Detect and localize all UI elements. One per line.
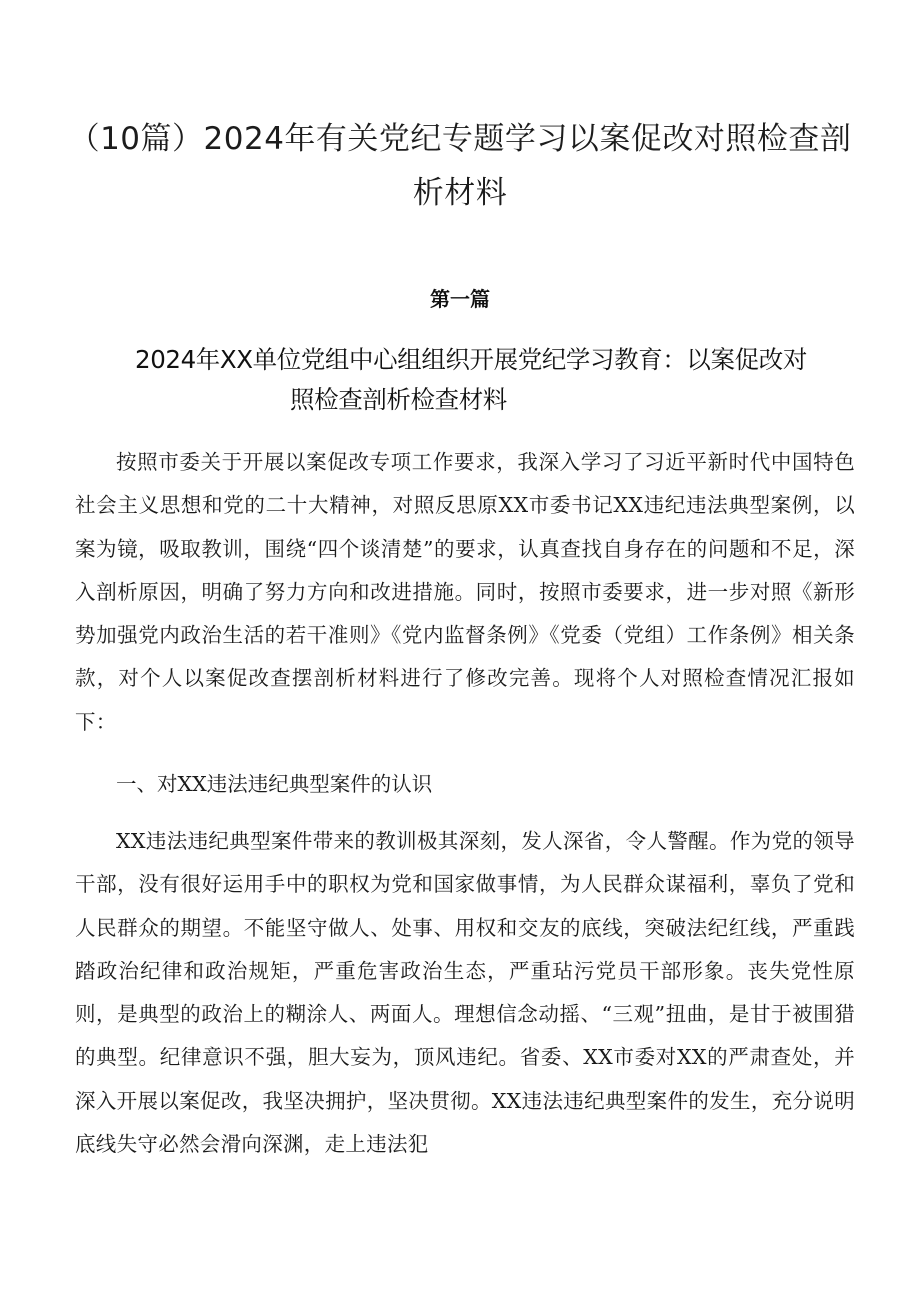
document-title: （10篇）2024年有关党纪专题学习以案促改对照检查剖析材料: [68, 121, 852, 211]
article-title-line2: 照检查剖析检查材料: [290, 385, 507, 414]
intro-paragraph: 按照市委关于开展以案促改专项工作要求，我深入学习了习近平新时代中国特色社会主义思想和党的二十大精神，对照反思原XX市委书记XX违纪违法典型案例，以案为镜，吸取教训，围绕“四个谈清楚”的要求，认真查找自身存在的问题和不足，深入剖析原因，明确了努力方向和改进措施。同时，按照市委要求，进一步对照《新形势加强党内政治生活的若干准则》《党内监督条例》《党委（党组）工作条例》相关条款，对个人以案促改查摆剖析材料进行了修改完善。现将个人对照检查情况汇报如下：: [75, 450, 855, 734]
section-label: 第一篇: [430, 287, 490, 311]
section-heading-1: 一、对XX违法违纪典型案件的认识: [116, 772, 433, 796]
article-title: [135, 340, 865, 420]
body-paragraph: XX违法违纪典型案件带来的教训极其深刻，发人深省，令人警醒。作为党的领导干部，没有很好运用手中的职权为党和国家做事情，为人民群众谋福利，辜负了党和人民群众的期望。不能坚守做人、处事、用权和交友的底线，突破法纪红线，严重践踏政治纪律和政治规矩，严重危害政治生态，严重玷污党员干部形象。丧失党性原则，是典型的政治上的糊涂人、两面人。理想信念动摇、“三观”扭曲，是甘于被围猎的典型。纪律意识不强，胆大妄为，顶风违纪。省委、XX市委对XX的严肃查处，并深入开展以案促改，我坚决拥护，坚决贯彻。XX违法违纪典型案件的发生，充分说明底线失守必然会滑向深渊，走上违法犯: [75, 829, 855, 1157]
article-title-line1: 2024年XX单位党组中心组组织开展党纪学习教育：以案促改对: [135, 345, 807, 374]
